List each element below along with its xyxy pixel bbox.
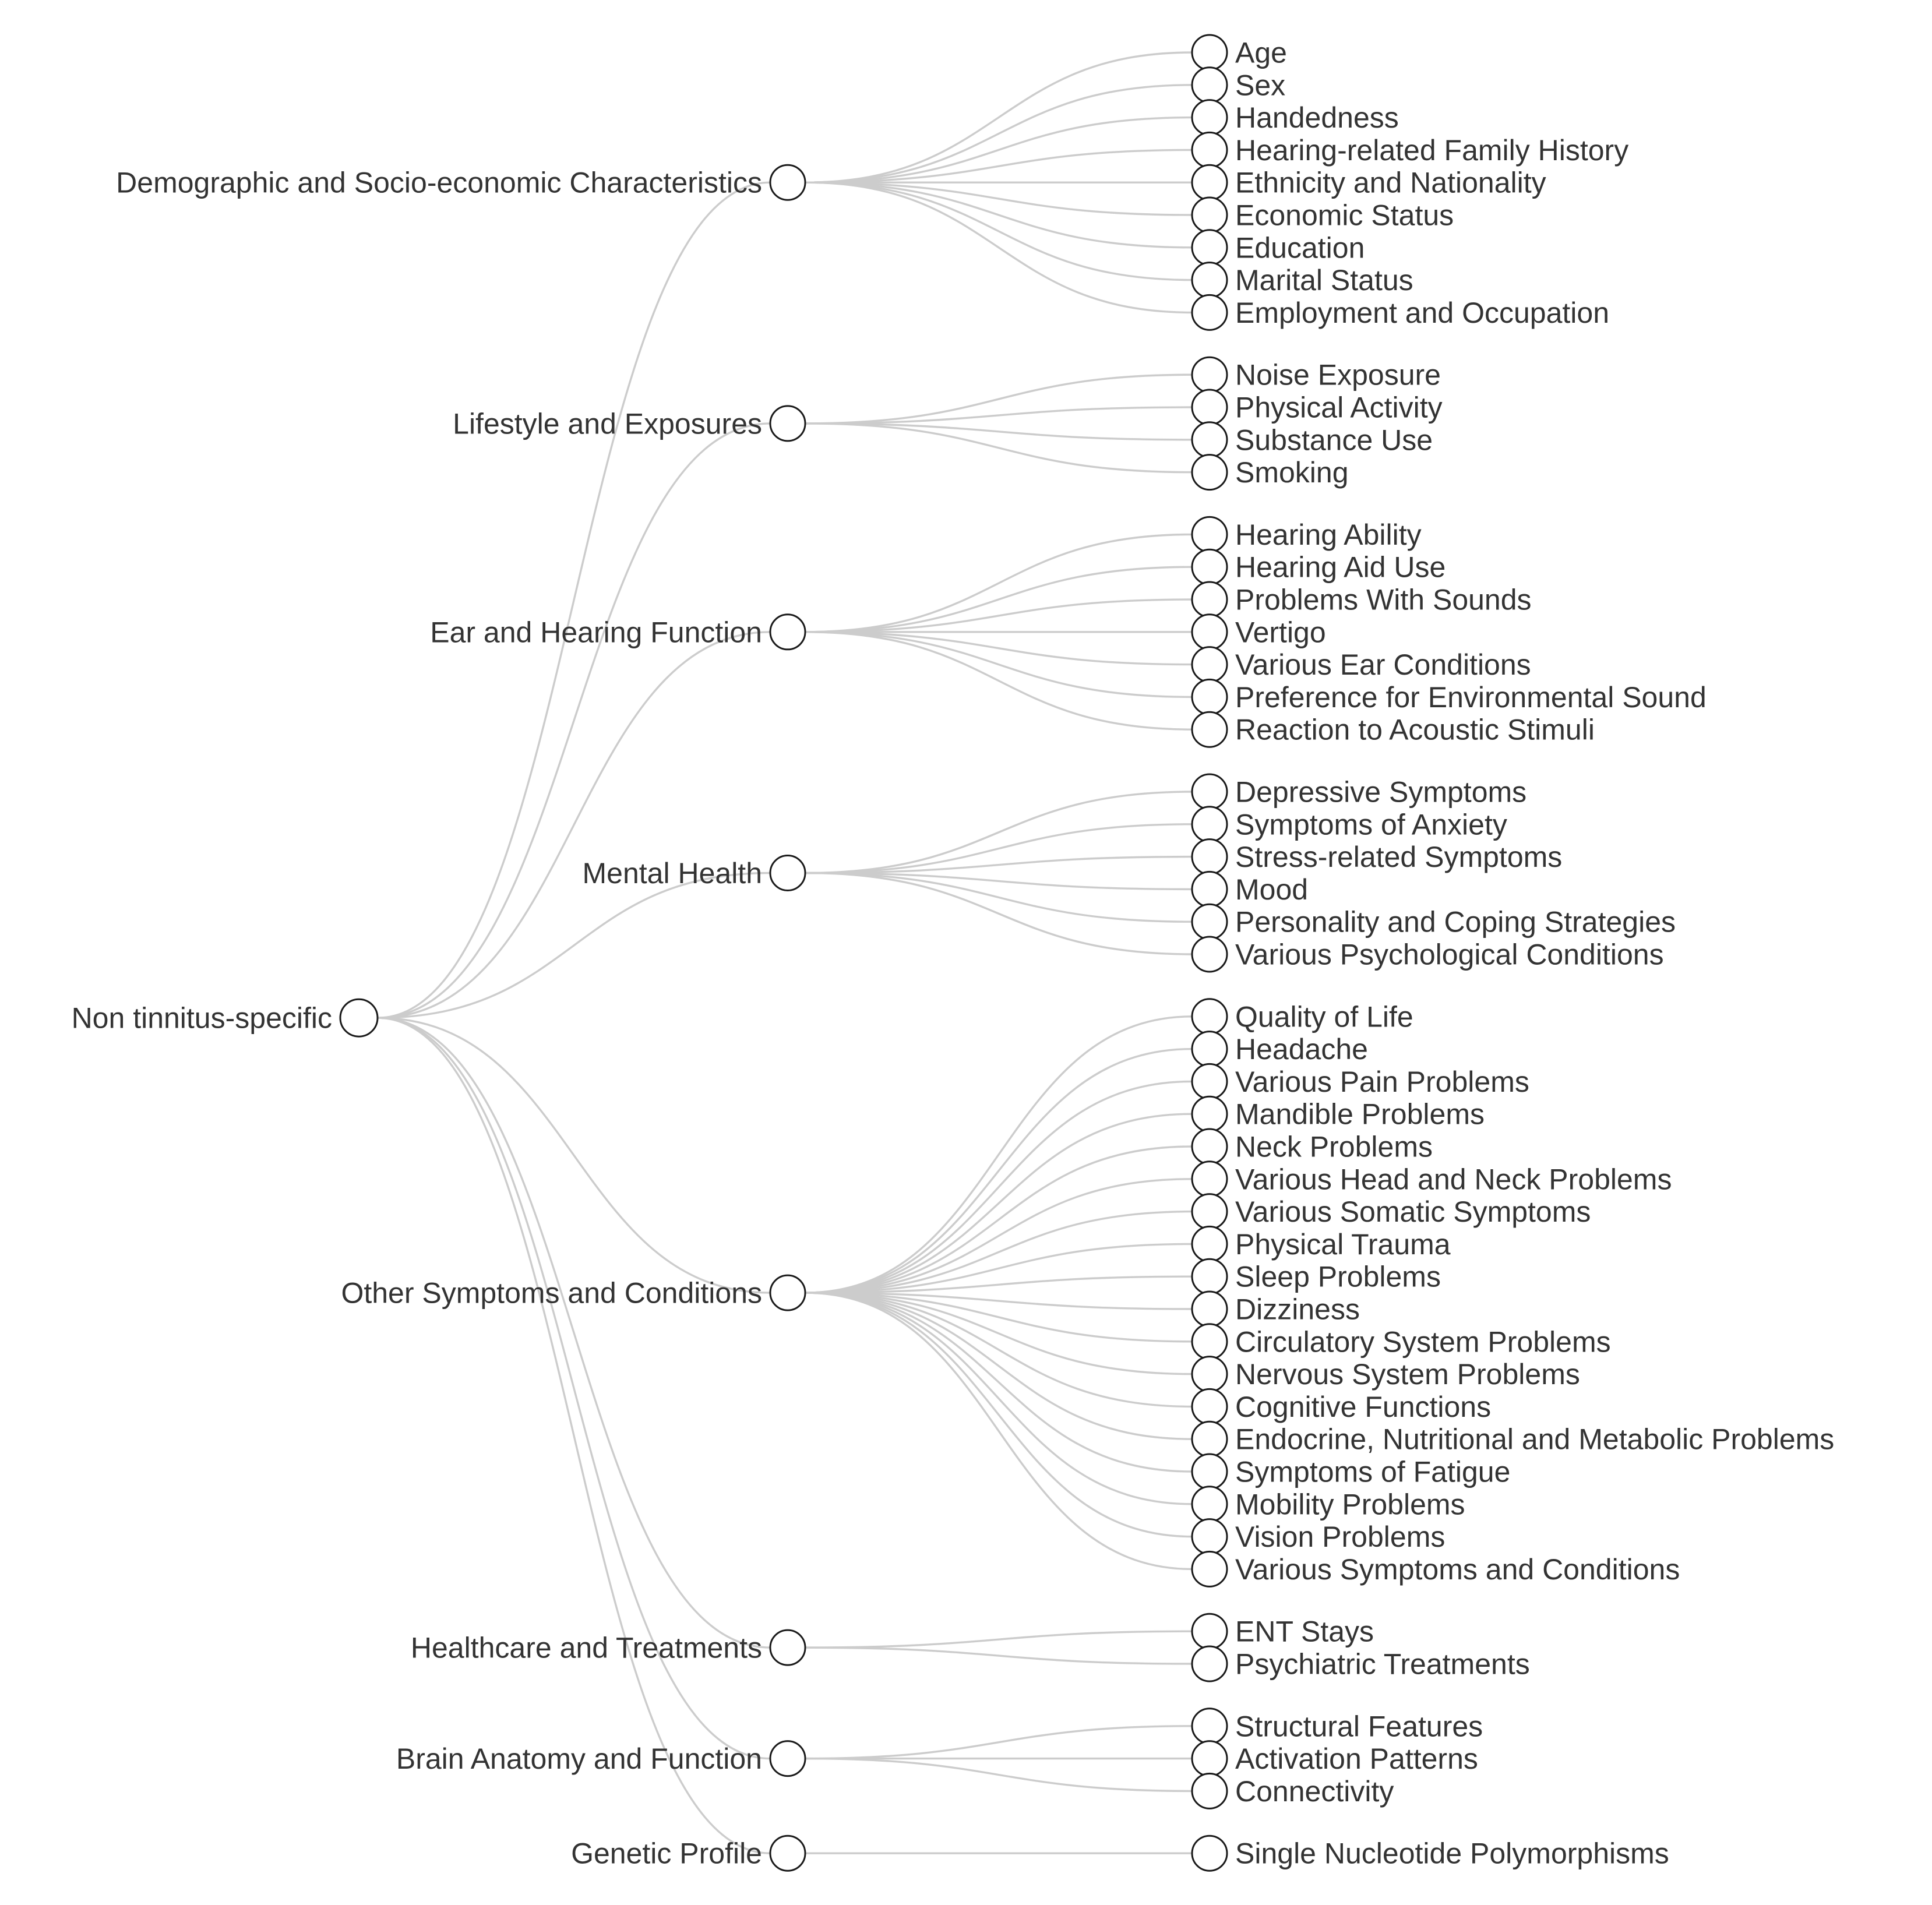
tree-link	[805, 567, 1192, 632]
leaf-node	[1192, 1032, 1227, 1067]
leaf-label: Headache	[1235, 1033, 1368, 1066]
leaf-node	[1192, 132, 1227, 167]
leaf-node	[1192, 615, 1227, 650]
leaf-label: Endocrine, Nutritional and Metabolic Problems	[1235, 1423, 1835, 1456]
leaf-node	[1192, 999, 1227, 1034]
leaf-node	[1192, 647, 1227, 682]
tree-link	[805, 52, 1192, 182]
leaf-label: Mandible Problems	[1235, 1098, 1485, 1131]
leaf-node	[1192, 1064, 1227, 1099]
category-label: Healthcare and Treatments	[410, 1631, 762, 1664]
tree-link	[378, 182, 770, 1018]
leaf-node	[1192, 357, 1227, 392]
leaf-node	[1192, 1096, 1227, 1131]
leaf-node	[1192, 1454, 1227, 1489]
leaf-label: Substance Use	[1235, 424, 1433, 457]
leaf-node	[1192, 1324, 1227, 1359]
leaf-node	[1192, 197, 1227, 232]
tree-link	[805, 118, 1192, 183]
tree-link	[378, 1018, 770, 1648]
leaf-node	[1192, 1614, 1227, 1649]
leaf-label: Vertigo	[1235, 616, 1326, 649]
tree-link	[805, 1293, 1192, 1374]
leaf-label: Various Head and Neck Problems	[1235, 1163, 1672, 1196]
leaf-label: Physical Trauma	[1235, 1227, 1451, 1261]
leaf-label: Cognitive Functions	[1235, 1390, 1492, 1423]
category-label: Other Symptoms and Conditions	[341, 1276, 762, 1310]
tree-link	[805, 1759, 1192, 1791]
tree-link	[378, 1018, 770, 1853]
tree-link	[378, 424, 770, 1018]
leaf-label: Reaction to Acoustic Stimuli	[1235, 713, 1595, 746]
leaf-node	[1192, 712, 1227, 747]
leaf-node	[1192, 582, 1227, 617]
leaf-label: Smoking	[1235, 456, 1349, 489]
leaf-label: Nervous System Problems	[1235, 1358, 1580, 1391]
leaf-label: Quality of Life	[1235, 1000, 1413, 1033]
tree-link	[805, 792, 1192, 873]
leaf-node	[1192, 100, 1227, 135]
category-node	[770, 1741, 805, 1776]
leaf-node	[1192, 1487, 1227, 1522]
leaf-node	[1192, 165, 1227, 200]
leaf-node	[1192, 1551, 1227, 1586]
leaf-label: Marital Status	[1235, 264, 1413, 297]
nodes-layer	[340, 35, 1227, 1871]
leaf-node	[1192, 679, 1227, 714]
tree-link	[805, 534, 1192, 632]
tree-link	[805, 85, 1192, 182]
leaf-node	[1192, 1162, 1227, 1197]
leaf-node	[1192, 1389, 1227, 1424]
leaf-node	[1192, 422, 1227, 457]
leaf-node	[1192, 295, 1227, 330]
leaf-node	[1192, 549, 1227, 584]
leaf-label: Structural Features	[1235, 1710, 1483, 1743]
category-node	[770, 1630, 805, 1665]
leaf-node	[1192, 774, 1227, 809]
leaf-node	[1192, 1709, 1227, 1744]
leaf-node	[1192, 807, 1227, 842]
category-node	[770, 165, 805, 200]
tree-link	[805, 1631, 1192, 1648]
tree-link	[805, 1293, 1192, 1537]
tree-link	[805, 1293, 1192, 1504]
leaf-label: Symptoms of Fatigue	[1235, 1455, 1511, 1488]
tree-link	[805, 1726, 1192, 1759]
leaf-node	[1192, 517, 1227, 552]
leaf-node	[1192, 455, 1227, 490]
tree-link	[805, 632, 1192, 697]
tree-link	[805, 1114, 1192, 1293]
leaf-node	[1192, 1773, 1227, 1808]
tree-link	[805, 599, 1192, 632]
leaf-node	[1192, 1421, 1227, 1456]
leaf-label: Symptoms of Anxiety	[1235, 808, 1507, 841]
links-layer	[378, 52, 1192, 1853]
leaf-node	[1192, 937, 1227, 972]
tree-link	[805, 1049, 1192, 1293]
leaf-label: Education	[1235, 231, 1365, 264]
leaf-label: Various Psychological Conditions	[1235, 938, 1664, 971]
tree-link	[805, 1179, 1192, 1293]
tree-link	[378, 1018, 770, 1293]
leaf-label: Sex	[1235, 69, 1286, 102]
leaf-node	[1192, 1259, 1227, 1294]
leaf-label: Mobility Problems	[1235, 1488, 1465, 1521]
leaf-label: Circulatory System Problems	[1235, 1325, 1611, 1359]
leaf-node	[1192, 1226, 1227, 1261]
tree-link	[805, 182, 1192, 312]
tree-link	[805, 182, 1192, 248]
tree-link	[805, 632, 1192, 665]
tree-link	[378, 632, 770, 1018]
leaf-node	[1192, 839, 1227, 874]
leaf-label: Depressive Symptoms	[1235, 775, 1527, 809]
leaf-label: Neck Problems	[1235, 1130, 1433, 1163]
leaf-label: Noise Exposure	[1235, 358, 1441, 391]
tree-link	[805, 1212, 1192, 1293]
leaf-node	[1192, 263, 1227, 298]
leaf-label: Vision Problems	[1235, 1521, 1446, 1554]
leaf-label: Physical Activity	[1235, 391, 1443, 424]
tree-link	[805, 1293, 1192, 1406]
category-node	[770, 856, 805, 891]
leaf-label: Sleep Problems	[1235, 1260, 1441, 1293]
tree-link	[805, 632, 1192, 729]
leaf-node	[1192, 1292, 1227, 1327]
tree-link	[805, 1081, 1192, 1293]
category-label: Demographic and Socio-economic Characteristics	[116, 166, 762, 199]
leaf-label: Stress-related Symptoms	[1235, 841, 1563, 874]
leaf-label: Various Symptoms and Conditions	[1235, 1553, 1680, 1586]
leaf-label: Handedness	[1235, 101, 1399, 135]
leaf-label: Dizziness	[1235, 1293, 1360, 1326]
leaf-label: Mood	[1235, 873, 1309, 906]
leaf-node	[1192, 230, 1227, 265]
leaf-node	[1192, 1646, 1227, 1681]
leaf-label: Age	[1235, 36, 1287, 69]
category-node	[770, 406, 805, 441]
category-label: Lifestyle and Exposures	[453, 407, 762, 440]
leaf-node	[1192, 390, 1227, 425]
category-node	[770, 1275, 805, 1310]
leaf-label: Connectivity	[1235, 1775, 1394, 1808]
category-node	[770, 1836, 805, 1871]
leaf-node	[1192, 1519, 1227, 1554]
leaf-node	[1192, 1194, 1227, 1229]
tree-link	[805, 873, 1192, 955]
leaf-label: Preference for Environmental Sound	[1235, 680, 1707, 714]
leaf-label: Problems With Sounds	[1235, 583, 1532, 616]
tree-link	[805, 1293, 1192, 1439]
leaf-node	[1192, 1741, 1227, 1776]
leaf-node	[1192, 35, 1227, 70]
leaf-label: Activation Patterns	[1235, 1742, 1478, 1776]
leaf-label: Various Pain Problems	[1235, 1065, 1529, 1098]
tree-link	[805, 182, 1192, 280]
root-node	[340, 999, 378, 1036]
tree-link	[805, 1293, 1192, 1472]
leaf-node	[1192, 68, 1227, 103]
category-label: Brain Anatomy and Function	[396, 1742, 762, 1776]
tree-link	[805, 1648, 1192, 1664]
category-node	[770, 615, 805, 650]
leaf-label: Economic Status	[1235, 199, 1454, 232]
category-label: Ear and Hearing Function	[430, 616, 762, 649]
leaf-label: ENT Stays	[1235, 1615, 1374, 1648]
leaf-label: Psychiatric Treatments	[1235, 1648, 1530, 1681]
leaf-label: Various Ear Conditions	[1235, 648, 1531, 682]
leaf-label: Ethnicity and Nationality	[1235, 166, 1546, 199]
category-label: Mental Health	[582, 857, 762, 890]
leaf-label: Hearing Aid Use	[1235, 551, 1446, 584]
leaf-node	[1192, 1836, 1227, 1871]
leaf-node	[1192, 904, 1227, 939]
leaf-label: Hearing Ability	[1235, 518, 1422, 551]
leaf-label: Hearing-related Family History	[1235, 133, 1629, 167]
leaf-label: Single Nucleotide Polymorphisms	[1235, 1837, 1669, 1870]
leaf-node	[1192, 872, 1227, 906]
labels-layer	[72, 37, 1835, 1870]
leaf-node	[1192, 1357, 1227, 1392]
root-label: Non tinnitus-specific	[71, 1001, 332, 1035]
leaf-label: Personality and Coping Strategies	[1235, 905, 1676, 939]
category-label: Genetic Profile	[571, 1837, 762, 1870]
leaf-node	[1192, 1129, 1227, 1164]
tree-link	[805, 1146, 1192, 1293]
leaf-label: Employment and Occupation	[1235, 296, 1610, 329]
leaf-label: Various Somatic Symptoms	[1235, 1195, 1591, 1229]
